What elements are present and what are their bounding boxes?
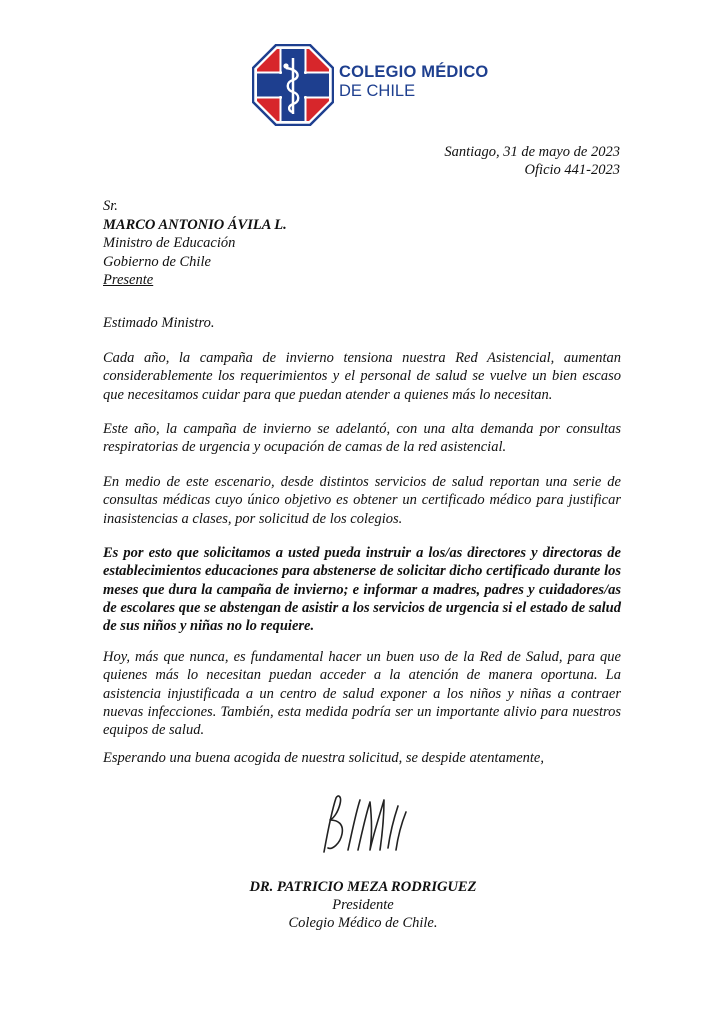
recipient-salutation: Sr.	[103, 198, 118, 214]
logo-line2: DE CHILE	[339, 82, 416, 100]
paragraph-3: En medio de este escenario, desde distintos servicios de salud reportan una serie de consultas médicas cuyo único objetivo es obtener un certificado médico para justificar inasistencias a clases, por solicitud de los colegios.	[103, 474, 621, 527]
paragraph-5: Hoy, más que nunca, es fundamental hacer un buen uso de la Red de Salud, para que quienes más lo necesitan puedan acceder a la atención de manera oportuna. La asistencia injustificada a un centro de salud exponer a los niños y niñas a contraer nuevas infecciones. También, esta medida podría ser un importante alivio para nuestros equipos de salud.	[103, 649, 621, 739]
recipient-name: MARCO ANTONIO ÁVILA L.	[103, 216, 287, 233]
paragraph-1: Cada año, la campaña de invierno tensiona nuestra Red Asistencial, aumentan considerablemente los requerimientos y el personal de salud se vuelve un bien escaso que necesitamos cuidar para que puedan atender a quienes más lo necesitan.	[103, 350, 621, 403]
recipient-block	[103, 197, 287, 290]
closing-line: Esperando una buena acogida de nuestra solicitud, se despide atentamente,	[103, 750, 544, 766]
recipient-org: Gobierno de Chile	[103, 253, 211, 270]
signer-name: DR. PATRICIO MEZA RODRIGUEZ	[249, 879, 477, 895]
place-date: Santiago, 31 de mayo de 2023	[444, 144, 620, 160]
logo-line1: COLEGIO MÉDICO	[339, 63, 489, 81]
recipient-role: Ministro de Educación	[103, 235, 236, 251]
signer-org: Colegio Médico de Chile.	[288, 915, 438, 931]
signer-block	[218, 878, 508, 932]
organization-logo	[252, 44, 489, 126]
oficio-number: Oficio 441-2023	[524, 162, 620, 178]
octagon-caduceus-icon	[252, 44, 334, 126]
recipient-presente: Presente	[103, 272, 154, 288]
greeting: Estimado Ministro.	[103, 315, 215, 331]
handwritten-signature	[318, 790, 414, 867]
paragraph-2: Este año, la campaña de invierno se adelantó, con una alta demanda por consultas respiratorias de urgencia y ocupación de camas de la red asistencial.	[103, 421, 621, 456]
signer-title: Presidente	[332, 897, 394, 913]
paragraph-4-request: Es por esto que solicitamos a usted pueda instruir a los/as directores y directoras de establecimientos educaciones para abstenerse de solicitar dicho certificado durante los meses que dura la campaña de invierno; e informar a madres, padres y cuidadores/as de escolares que se abstengan de asistir a los servicios de urgencia si el estado de salud de sus niños y niñas no lo requiere.	[103, 545, 621, 635]
date-block	[444, 143, 620, 179]
